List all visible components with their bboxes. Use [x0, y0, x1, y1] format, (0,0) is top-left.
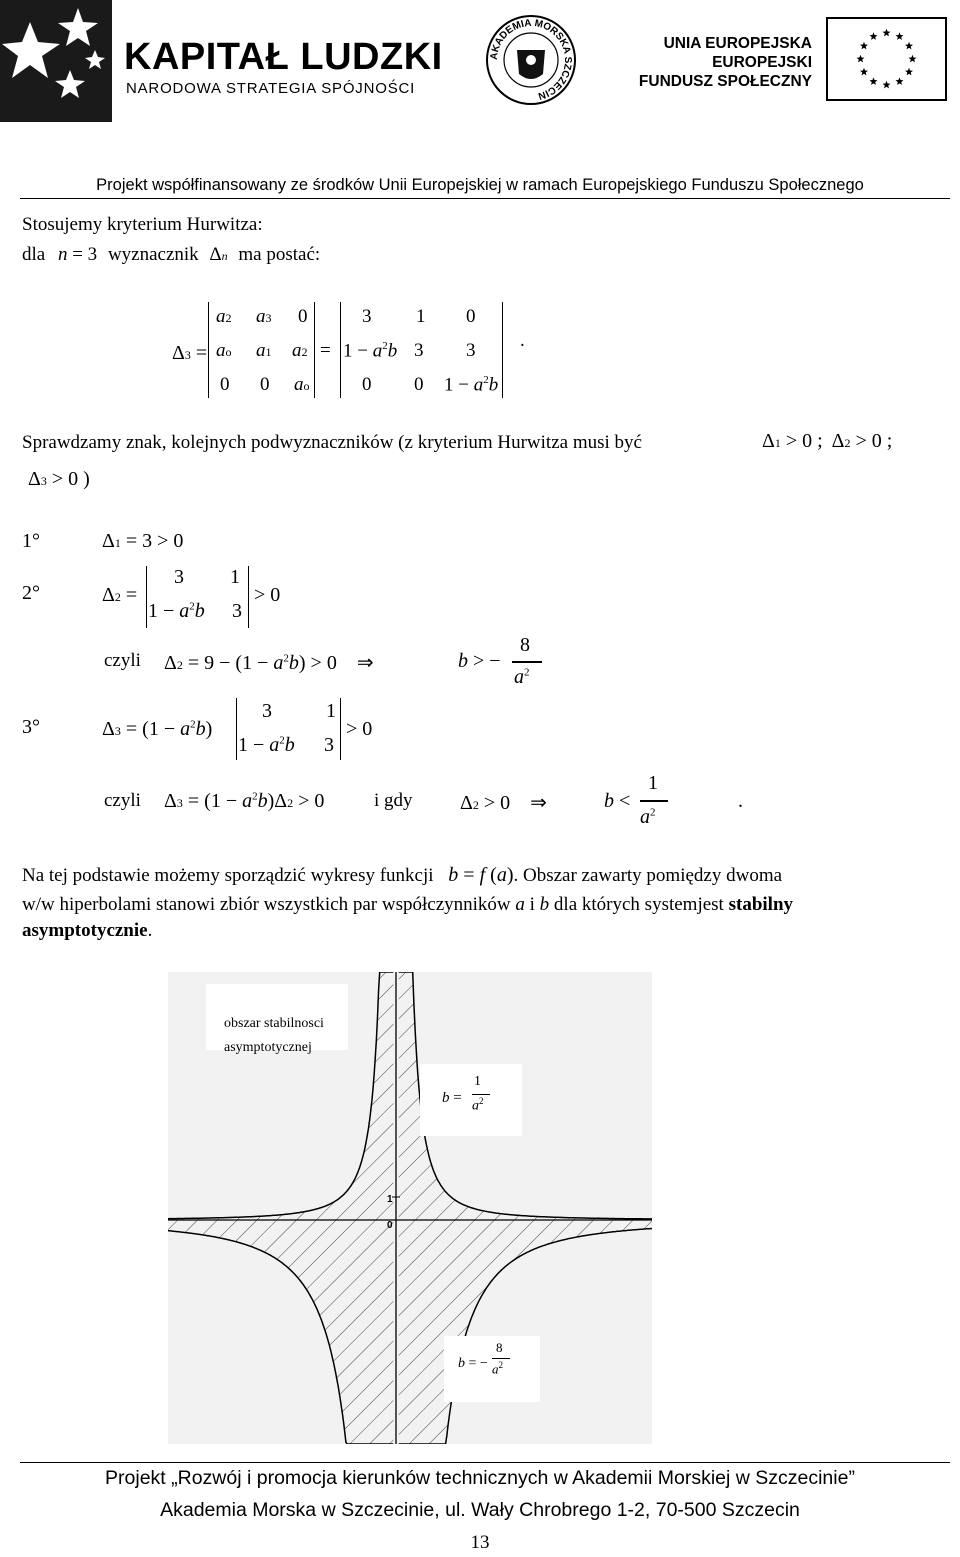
- para3-end: .: [147, 920, 153, 941]
- condition-3: Δ3 > 0 ): [28, 468, 90, 490]
- eu-flag: [826, 17, 947, 101]
- para-line3: [22, 920, 152, 942]
- para-line1: Na tej podstawie możemy sporządzić wykresy funkcji b = f (a). Obszar zawarty pomiędzy dwoma: [22, 864, 783, 886]
- tick-1: 1: [387, 1194, 393, 1205]
- para-line2: [22, 894, 793, 916]
- para2-bold: stabilny: [728, 894, 794, 915]
- ue-line3: FUNDUSZ SPOŁECZNY: [638, 73, 812, 90]
- para2-b: dla których systemjest: [553, 894, 724, 915]
- postac-word: ma postać:: [238, 244, 321, 265]
- region-label-2: asymptotycznej: [224, 1040, 312, 1055]
- ue-text: [620, 34, 812, 91]
- ue-line1: UNIA EUROPEJSKA: [663, 35, 812, 52]
- var-b: b: [539, 894, 550, 915]
- region-label-1: obszar stabilnosci: [224, 1016, 324, 1031]
- cofinance-note: Projekt współfinansowany ze środków Unii Europejskiej w ramach Europejskiego Funduszu Społecznego: [96, 176, 864, 194]
- ue-line2: EUROPEJSKI: [712, 54, 812, 71]
- para2-a: w/w hiperbolami stanowi zbiór wszystkich par współczynników: [22, 894, 511, 915]
- curve1-label: b = 1 $a^2$: [420, 1064, 522, 1136]
- var-a: a: [515, 894, 525, 915]
- czyli-1: czyli: [104, 650, 141, 671]
- para1-b: . Obszar zawarty pomiędzy dwoma: [513, 865, 783, 886]
- footer-line1: Projekt „Rozwój i promocja kierunków technicznych w Akademii Morskiej w Szczecinie”: [105, 1467, 855, 1489]
- tick-0: 0: [387, 1220, 393, 1231]
- footer-line2: Akademia Morska w Szczecinie, ul. Wały Chrobrego 1-2, 70-500 Szczecin: [160, 1499, 800, 1521]
- line-dla: dla n = 3 wyznacznik Δn ma postać:: [22, 244, 321, 265]
- step-2: 2°: [22, 582, 40, 604]
- header-rule: [20, 198, 950, 199]
- para3-bold: asymptotycznie: [22, 920, 148, 941]
- curve2-label: b = − 8 $a^2$: [444, 1336, 540, 1402]
- akademia-morska-seal: [485, 14, 577, 106]
- kl-subtitle: NARODOWA STRATEGIA SPÓJNOŚCI: [126, 80, 416, 97]
- para2-i: i: [529, 894, 535, 915]
- wyznacznik-word: wyznacznik: [107, 244, 199, 265]
- step-3: 3°: [22, 716, 40, 738]
- seal-text: AKADEMIA MORSKA SZCZECIN: [488, 17, 574, 102]
- i-gdy: i gdy: [374, 790, 413, 811]
- czyli-2: czyli: [104, 790, 141, 811]
- footer-rule: [20, 1462, 950, 1463]
- para1-a: Na tej podstawie możemy sporządzić wykresy funkcji: [22, 865, 434, 886]
- conditions: Δ1 > 0 ; Δ2 > 0 ;: [762, 430, 893, 452]
- page-number: 13: [470, 1532, 490, 1553]
- region-label-box: [206, 984, 348, 1055]
- stability-figure: [168, 972, 652, 1444]
- check-text: Sprawdzamy znak, kolejnych podwyznaczników (z kryterium Hurwitza musi być: [22, 432, 642, 453]
- dla-word: dla: [22, 244, 46, 265]
- kl-title: KAPITAŁ LUDZKI: [124, 36, 443, 78]
- check-line: [22, 432, 642, 454]
- kapital-ludzki-logo: [0, 0, 112, 122]
- intro-text: Stosujemy kryterium Hurwitza:: [22, 214, 263, 235]
- step-1: 1°: [22, 530, 40, 552]
